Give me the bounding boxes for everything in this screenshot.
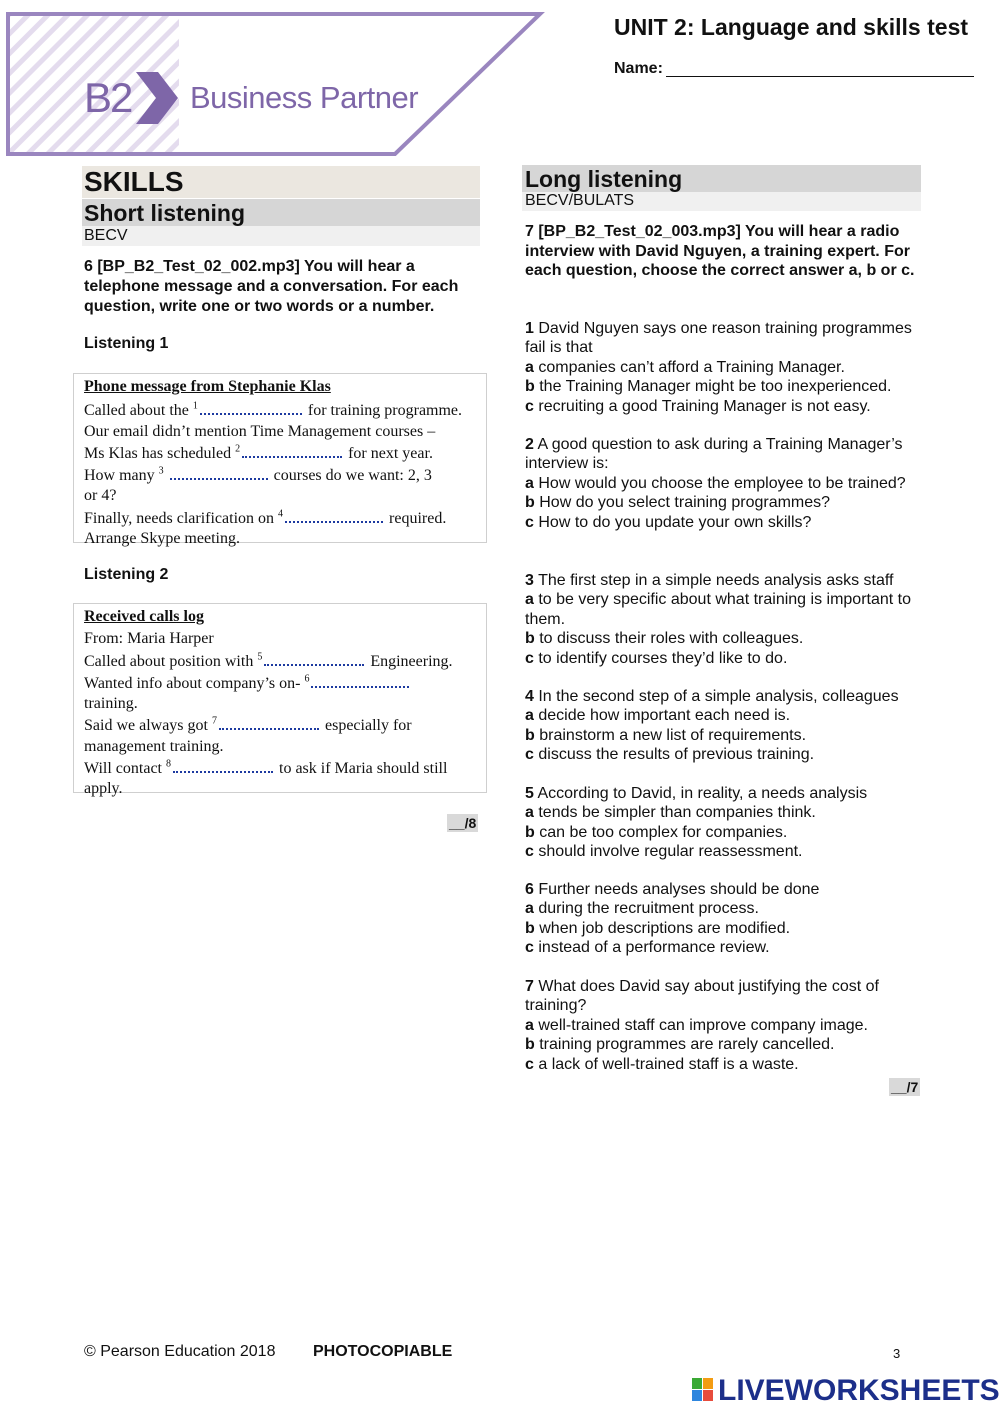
question-3-option-a[interactable]: a to be very specific about what training is important to them.	[525, 591, 911, 628]
question-3-option-b[interactable]: b to discuss their roles with colleagues.	[525, 630, 804, 648]
liveworksheets-logo-icon	[692, 1378, 714, 1402]
long-listening-score: __/7	[891, 1079, 919, 1095]
question-1: 1 David Nguyen says one reason training programmes fail is that a companies can’t afford a Training Manager. b the Training Manager might be too inexperienced. c recruiting a good Training Manager is not easy.	[525, 319, 925, 416]
box2-line-6: management training.	[84, 737, 224, 755]
question-5-option-b[interactable]: b can be too complex for companies.	[525, 823, 788, 841]
answer-gap-7[interactable]	[219, 714, 319, 730]
question-3: 3 The first step in a simple needs analysis asks staff a to be very specific about what training is important to them. b to discuss their roles with colleagues. c to identify courses they’d like to do.	[525, 571, 925, 668]
box2-line-5: Said we always got $^7$ especially for	[84, 716, 412, 735]
question-6: 6 Further needs analyses should be done a during the recruitment process. b when job descriptions are modified. c instead of a performance review.	[525, 880, 925, 958]
photocopiable-label: PHOTOCOPIABLE	[313, 1343, 453, 1360]
long-listening-instruction: 7 [BP_B2_Test_02_003.mp3] You will hear a radio interview with David Nguyen, a training expert. For each question, choose the correct answer a, b or c.	[525, 223, 915, 279]
copyright: © Pearson Education 2018	[84, 1343, 276, 1360]
logo-business-partner: Business Partner	[190, 80, 419, 115]
box2-line-2: Called about position with $^5$ Engineering.	[84, 651, 453, 670]
question-4-option-b[interactable]: b brainstorm a new list of requirements.	[525, 726, 807, 744]
question-5: 5 According to David, in reality, a needs analysis a tends be simpler than companies think. b can be too complex for companies. c should involve regular reassessment.	[525, 784, 925, 862]
question-6-option-b[interactable]: b when job descriptions are modified.	[525, 919, 791, 937]
short-listening-score: __/8	[449, 815, 477, 831]
box1-line-4: How many $^3$ courses do we want: 2, 3	[84, 465, 432, 485]
question-2-option-a[interactable]: a How would you choose the employee to be trained?	[525, 474, 906, 492]
unit-title: UNIT 2: Language and skills test	[614, 14, 969, 40]
question-6-option-a[interactable]: a during the recruitment process.	[525, 900, 759, 918]
answer-gap-1[interactable]	[200, 399, 302, 415]
question-1-option-a[interactable]: a companies can’t afford a Training Manager.	[525, 358, 845, 376]
name-label: Name:	[614, 60, 663, 77]
phone-message-title: Phone message from Stephanie Klas	[84, 378, 331, 395]
logo-b2: B2	[84, 74, 132, 121]
box2-line-7: Will contact $^8$ to ask if Maria should still	[84, 758, 448, 778]
question-4-option-c[interactable]: c discuss the results of previous training.	[525, 746, 815, 764]
answer-gap-2[interactable]	[242, 442, 342, 458]
liveworksheets-watermark: LIVEWORKSHEETS	[718, 1374, 1000, 1407]
box2-line-3: Wanted info about company’s on- $^6$	[84, 672, 476, 694]
question-7-option-b[interactable]: b training programmes are rarely cancelled.	[525, 1036, 835, 1054]
box2-line-8: apply.	[84, 780, 123, 798]
question-5-option-a[interactable]: a tends be simpler than companies think.	[525, 804, 816, 822]
name-input-line[interactable]	[666, 76, 974, 77]
short-listening-exam-tag: BECV	[84, 227, 128, 244]
answer-gap-4[interactable]	[285, 507, 383, 523]
box1-line-7: Arrange Skype meeting.	[84, 530, 240, 548]
answer-gap-3[interactable]	[170, 464, 268, 480]
page-number: 3	[893, 1346, 901, 1361]
received-calls-box	[73, 603, 487, 798]
answer-gap-6[interactable]	[311, 672, 409, 688]
question-5-option-c[interactable]: c should involve regular reassessment.	[525, 843, 803, 861]
phone-message-box	[73, 373, 487, 548]
question-1-option-c[interactable]: c recruiting a good Training Manager is not easy.	[525, 397, 871, 415]
question-3-option-c[interactable]: c to identify courses they’d like to do.	[525, 649, 788, 667]
received-calls-title: Received calls log	[84, 608, 204, 625]
long-listening-exam-tag: BECV/BULATS	[525, 192, 635, 209]
question-7-option-a[interactable]: a well-trained staff can improve company image.	[525, 1016, 868, 1034]
short-sub-band	[82, 226, 480, 246]
box1-line-1: Called about the $^1$ for training programme.	[84, 400, 463, 420]
short-listening-heading: Short listening	[84, 200, 245, 226]
answer-gap-8[interactable]	[173, 757, 273, 773]
box1-line-5: or 4?	[84, 487, 117, 505]
question-7: 7 What does David say about justifying the cost of training? a well-trained staff can improve company image. b training programmes are rarely cancelled. c a lack of well-trained staff is a waste.	[525, 977, 895, 1074]
question-2-option-c[interactable]: c How to do you update your own skills?	[525, 513, 812, 531]
listening-2-heading: Listening 2	[84, 566, 169, 583]
box2-line-1: From: Maria Harper	[84, 630, 214, 648]
answer-gap-5[interactable]	[264, 650, 364, 666]
long-listening-heading: Long listening	[525, 166, 683, 192]
question-7-option-c[interactable]: c a lack of well-trained staff is a waste.	[525, 1055, 799, 1073]
question-4-option-a[interactable]: a decide how important each need is.	[525, 707, 791, 725]
box1-line-6: Finally, needs clarification on $^4$ required.	[84, 508, 447, 527]
box2-line-4: training.	[84, 695, 138, 713]
short-listening-instruction: 6 [BP_B2_Test_02_002.mp3] You will hear a telephone message and a conversation. For each question, write one or two words or a number.	[84, 258, 459, 315]
skills-heading: SKILLS	[84, 166, 184, 197]
question-1-option-b[interactable]: b the Training Manager might be too inexperienced.	[525, 378, 892, 396]
listening-1-heading: Listening 1	[84, 335, 169, 352]
box1-line-2: Our email didn’t mention Time Management courses –	[84, 422, 436, 440]
question-6-option-c[interactable]: c instead of a performance review.	[525, 939, 770, 957]
question-2-option-b[interactable]: b How do you select training programmes?	[525, 494, 831, 512]
question-2: 2 A good question to ask during a Training Manager’s interview is: a How would you choose the employee to be trained? b How do you select training programmes? c How to do you update your own skills?	[525, 435, 925, 532]
question-4: 4 In the second step of a simple analysis, colleagues a decide how important each need is. b brainstorm a new list of requirements. c discuss the results of previous training.	[525, 687, 925, 765]
box1-line-3: Ms Klas has scheduled $^2$ for next year.	[84, 443, 433, 462]
